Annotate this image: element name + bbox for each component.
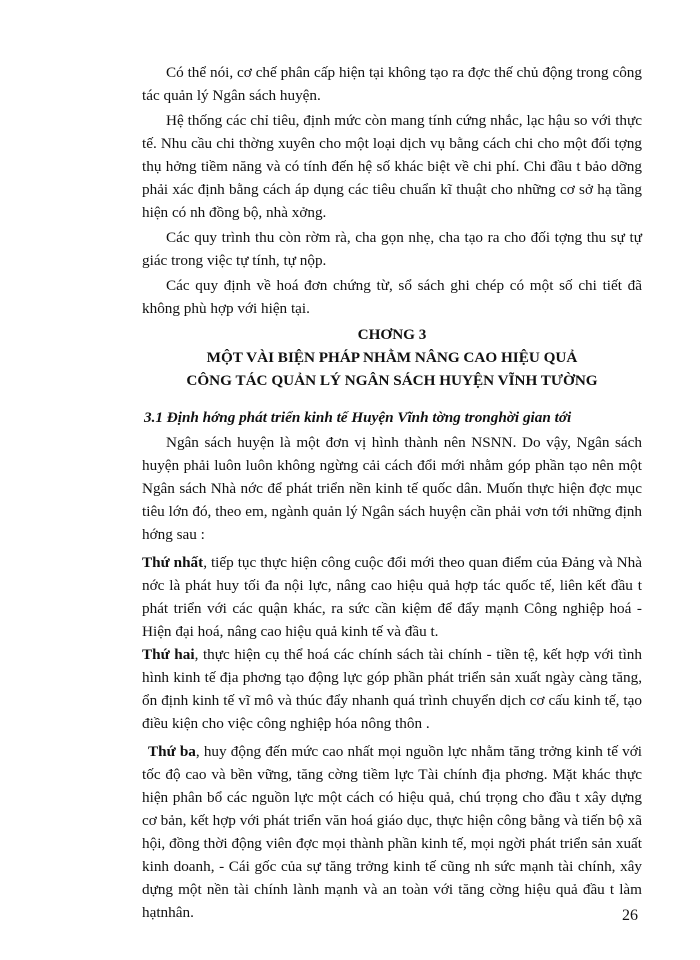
chapter-title-line-1: MỘT VÀI BIỆN PHÁP NHẰM NÂNG CAO HIỆU QUẢ (206, 349, 578, 366)
paragraph-intro: Ngân sách huyện là một đơn vị hình thành nên NSNN. Do vậy, Ngân sách huyện phải luôn luôn không ngừng cải cách đổi mới nhằm góp phần tạo nên một Ngân sách Nhà nớc để phát triển nền kinh tế quốc dân. Muốn thực hiện đợc mục tiêu lớn đó, theo em, ngành quản lý Ngân sách huyện cần phải vơn tới những định hớng sau : (142, 434, 642, 543)
point-third-lead: Thứ ba (148, 743, 196, 760)
point-first (142, 551, 642, 643)
point-third (142, 740, 642, 924)
point-third-text: , huy động đến mức cao nhất mọi nguồn lực nhằm tăng trởng kinh tế với tốc độ cao và bền vững, tăng cờng tiềm lực Tài chính địa phơng. Mặt khác thực hiện phân bổ các nguồn lực một cách có hiệu quả, chú trọng cho đầu t xây dựng cơ bản, kết hợp với phát triển văn hoá giáo dục, thực hiện công bằng và tiến bộ xã hội, đồng thời động viên đợc mọi thành phần kinh tế, mọi ngời phát triển sản xuất kinh doanh, - Cái gốc của sự tăng trởng kinh tế cũng nh sức mạnh tài chính, xây dựng một nền tài chính lành mạnh và an toàn với tăng cờng hiệu quả đầu t làm hạtnhân. (142, 743, 643, 921)
paragraph-norms-system: Hệ thống các chỉ tiêu, định mức còn mang tính cứng nhắc, lạc hậu so với thực tế. Nhu cầu chi thờng xuyên cho một loại dịch vụ bằng cách chi cho một đối tợng thụ hởng tiềm năng và có tính đến hệ số khác biệt về chi phí. Chi đầu t bảo dỡng phải xác định bằng cách áp dụng các tiêu chuẩn kĩ thuật cho những cơ sở hạ tầng hiện có nh đồng bộ, nhà xởng. (142, 112, 642, 221)
chapter-title-line-2: CÔNG TÁC QUẢN LÝ NGÂN SÁCH HUYỆN VĨNH TƯỜNG (186, 372, 598, 389)
paragraph-invoice-regulations: Các quy định về hoá đơn chứng từ, sổ sách ghi chép có một số chi tiết đã không phù hợp với hiện tại. (142, 277, 642, 317)
section-heading: 3.1 Định hớng phát triển kinh tế Huyện Vĩnh tờng tronghời gian tới (144, 409, 572, 426)
point-second-text: , thực hiện cụ thể hoá các chính sách tài chính - tiền tệ, kết hợp với tình hình kinh tế địa phơng tạo động lực góp phần phát triển sản xuất ngày càng tăng, ổn định kinh tế vĩ mô và thúc đẩy nhanh quá trình chuyển dịch cơ cấu kinh tế, tạo điều kiện cho việc công nghiệp hóa nông thôn . (142, 646, 642, 732)
chapter-label: CHƠNG 3 (357, 326, 427, 343)
paragraph-decentralization: Có thể nói, cơ chế phân cấp hiện tại không tạo ra đợc thế chủ động trong công tác quản lý Ngân sách huyện. (142, 64, 642, 104)
point-first-lead: Thứ nhất (142, 554, 204, 571)
page-number: 26 (622, 907, 638, 924)
paragraph-revenue-procedures: Các quy trình thu còn rờm rà, cha gọn nhẹ, cha tạo ra cho đối tợng thu sự tự giác trong việc tự tính, tự nộp. (142, 229, 642, 269)
page-content (142, 61, 642, 924)
point-second (142, 643, 642, 735)
point-second-lead: Thứ hai (142, 646, 195, 663)
point-first-text: , tiếp tục thực hiện công cuộc đổi mới theo quan điểm của Đảng và Nhà nớc là phát huy tối đa nội lực, nâng cao hiệu quả hợp tác quốc tế, liên kết đầu t phát triển với các quận khác, ra sức cần kiệm để đẩy mạnh Công nghiệp hoá - Hiện đại hoá, nâng cao hiệu quả kinh tế và đầu t. (142, 554, 642, 640)
